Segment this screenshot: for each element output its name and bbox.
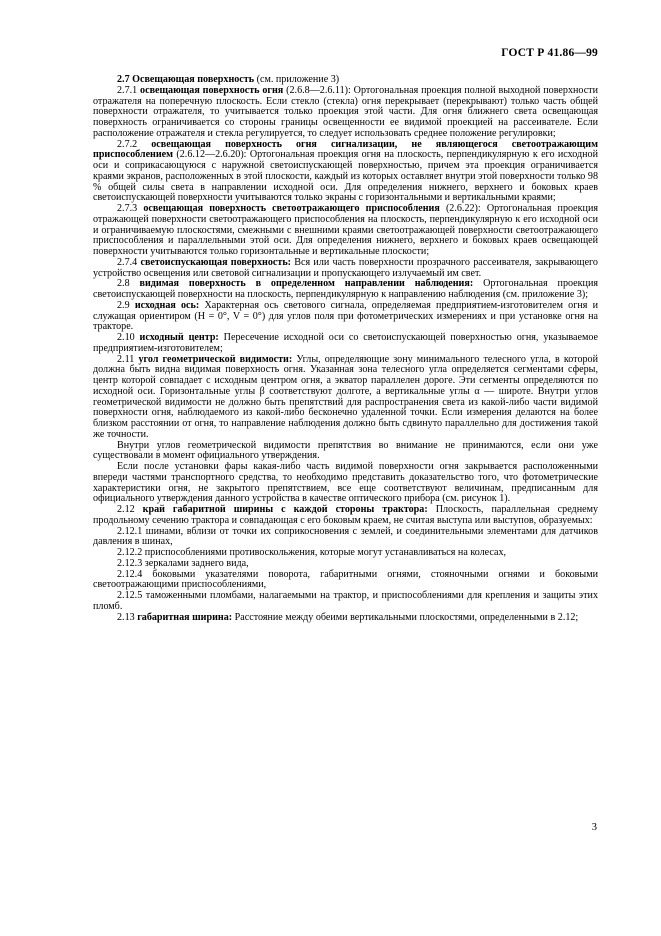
term: освещающая поверхность огня (140, 84, 284, 96)
clause-text: боковыми указателями поворота, габаритными огнями, стояночными огнями и боковыми светоотражающими приспособлениями, (93, 568, 598, 591)
term: Освещающая поверхность (132, 74, 255, 85)
clause-number: 2.7.2 (117, 138, 152, 150)
clause-text: Плоскость, параллельная среднему продольному сечению трактора и совпадающая с его боковым краем, не считая выступа или выступов, образуемых: (93, 504, 599, 526)
paragraph (93, 355, 598, 441)
clause-number: 2.8 (117, 278, 140, 290)
paragraph (93, 441, 598, 463)
clause-number: 2.7.3 (117, 203, 144, 214)
paragraph (93, 301, 598, 333)
paragraph (93, 140, 598, 205)
clause-number: 2.7.1 (117, 84, 141, 96)
clause-text: (2.6.12—2.6.20): Ортогональная проекция огня на плоскость, перпендикулярную к его исходной оси и соприкасающуюся с наружной светоиспускающей поверхностью, причем эта проекция ограничивается краями экранов, расположенных в этой плоскости, каждый из которых оставляет внутри этой поверхности только 98 % общей силы света в направлении исходной оси. Для определения нижнего, верхнего и боковых краев светоиспускающей поверхности учитываются только экраны с горизонтальными и вертикальными краями; (93, 149, 598, 204)
paragraph (93, 591, 598, 613)
document-body (93, 75, 598, 623)
page-number: 3 (591, 822, 597, 833)
paragraph (93, 258, 598, 280)
paragraph (93, 279, 598, 301)
clause-number: 2.7.4 (117, 256, 141, 268)
clause-text: Вся или часть поверхности прозрачного рассеивателя, закрывающего устройство освещения или световой сигнализации и пропускающего излучаемый им свет. (93, 256, 598, 279)
clause-text: (2.6.22): Ортогональная проекция отражающей поверхности светоотражающего приспособления на плоскость, перпендикулярную к его исходной оси и ограничиваемую плоскостями, смежными с внешними краями светоотражающей поверхности светоотражающего приспособления и параллельными этой оси. Для определения нижнего, верхнего и боковых краев освещающей поверхности учитываются только горизонтальные и вертикальные плоскости; (93, 203, 598, 257)
term: край габаритной ширины с каждой стороны трактора: (142, 504, 428, 515)
clause-number: 2.10 (117, 332, 140, 343)
clause-text: Углы, определяющие зону минимального телесного угла, в которой должна быть видна видимая поверхность огня. Указанная зона телесного угла определяется сегментами сферы, центр которой совпадает с исходным центром огня, а экватор параллелен дороге. Эти сегменты определяются по исходной оси. Горизонтальные углы β соответствуют долготе, а вертикальные углы α — широте. Внутри углов геометрической видимости не должно быть препятствий для распространения света из какой-либо части видимой поверхности огня, наблюдаемого из какой-либо бесконечно удаленной точки. Если измерения делаются на более близком расстоянии от огня, то направление наблюдения должно быть сдвинуто параллельно для достижения такой же точности. (93, 353, 598, 440)
clause-number: 2.12.5 (117, 590, 146, 601)
clause-number: 2.12.4 (117, 568, 153, 580)
paragraph (93, 462, 598, 505)
clause-number: 2.12.1 (117, 525, 146, 537)
clause-text: таможенными пломбами, налагаемыми на трактор, и приспособлениями для крепления и защиты этих пломб. (93, 590, 598, 612)
term: исходная ось: (134, 299, 200, 311)
term: видимая поверхность в определенном направлении наблюдения: (139, 278, 474, 290)
paragraph (93, 86, 598, 140)
clause-number: 2.11 (117, 353, 139, 365)
paragraph (93, 613, 598, 624)
clause-number: 2.12 (117, 504, 143, 515)
term: габаритная ширина: (137, 611, 233, 623)
term: светоиспускающая поверхность: (140, 256, 292, 268)
term: исходный центр: (139, 332, 219, 343)
term: угол геометрической видимости: (138, 353, 293, 365)
clause-text: Ортогональная проекция светоиспускающей поверхности на плоскость, перпендикулярную к направлению наблюдения (см. приложение 3); (93, 278, 599, 300)
clause-number: 2.12.2 (117, 547, 145, 558)
clause-text: Если после установки фары какая-либо часть видимой поверхности огня закрывается расположенными впереди частями транспортного средства, то необходимо представить доказательство того, что фотометрические характеристики огня, не закрытого препятствием, все еще соответствуют величинам, предписанным для официального утверждения данного устройства в качестве оптического прибора (см. рисунок 1). (93, 461, 598, 505)
clause-text: (2.6.8—2.6.11): Ортогональная проекция полной выходной поверхности отражателя на поперечную плоскость. Если стекло (стекла) огня перекрывает (перекрывают) только часть общей поверхности отражателя, то учитывается только проекция этой части. Для огня ближнего света освещающая поверхность ограничивается со стороны границы освещенности ее видимой проекцией на рассеивателе. Если расположение отражателя и стекла регулируется, то следует использовать среднее положение регулировки; (93, 84, 598, 139)
clause-number: 2.7 (117, 74, 133, 85)
paragraph (93, 505, 598, 527)
term: освещающая поверхность огня сигнализации, не являющегося светоотражающим приспособлением (93, 138, 598, 161)
clause-text: приспособлениями противоскольжения, которые могут устанавливаться на колесах, (144, 547, 507, 558)
clause-text: шинами, вблизи от точки их соприкосновения с землей, и соединительными элементами для датчиков давления в шинах, (93, 525, 598, 548)
clause-number: 2.9 (117, 299, 135, 311)
clause-number: 2.13 (117, 611, 138, 623)
clause-text: Внутри углов геометрической видимости препятствия во внимание не принимаются, если они уже существовали в момент официального утверждения. (93, 439, 598, 462)
document-header: ГОСТ Р 41.86—99 (501, 47, 598, 59)
paragraph (93, 570, 598, 592)
paragraph (93, 527, 598, 549)
clause-text: Пересечение исходной оси со светоиспускающей поверхностью огня, указываемое предприятием-изготовителем; (93, 332, 599, 354)
paragraph (93, 333, 598, 355)
term: освещающая поверхность светоотражающего приспособления (143, 203, 440, 214)
clause-text: зеркалами заднего вида, (144, 557, 249, 569)
clause-text: Характерная ось светового сигнала, определяемая предприятием-изготовителем огня и служащая ориентиром (H = 0°, V = 0°) для углов поля при фотометрических измерениях и при установке огня на тракторе. (93, 299, 599, 333)
clause-text: Расстояние между обеими вертикальными плоскостями, определенными в 2.12; (232, 611, 579, 623)
clause-text: (см. приложение 3) (254, 74, 340, 85)
paragraph (93, 204, 598, 258)
clause-number: 2.12.3 (117, 557, 145, 569)
